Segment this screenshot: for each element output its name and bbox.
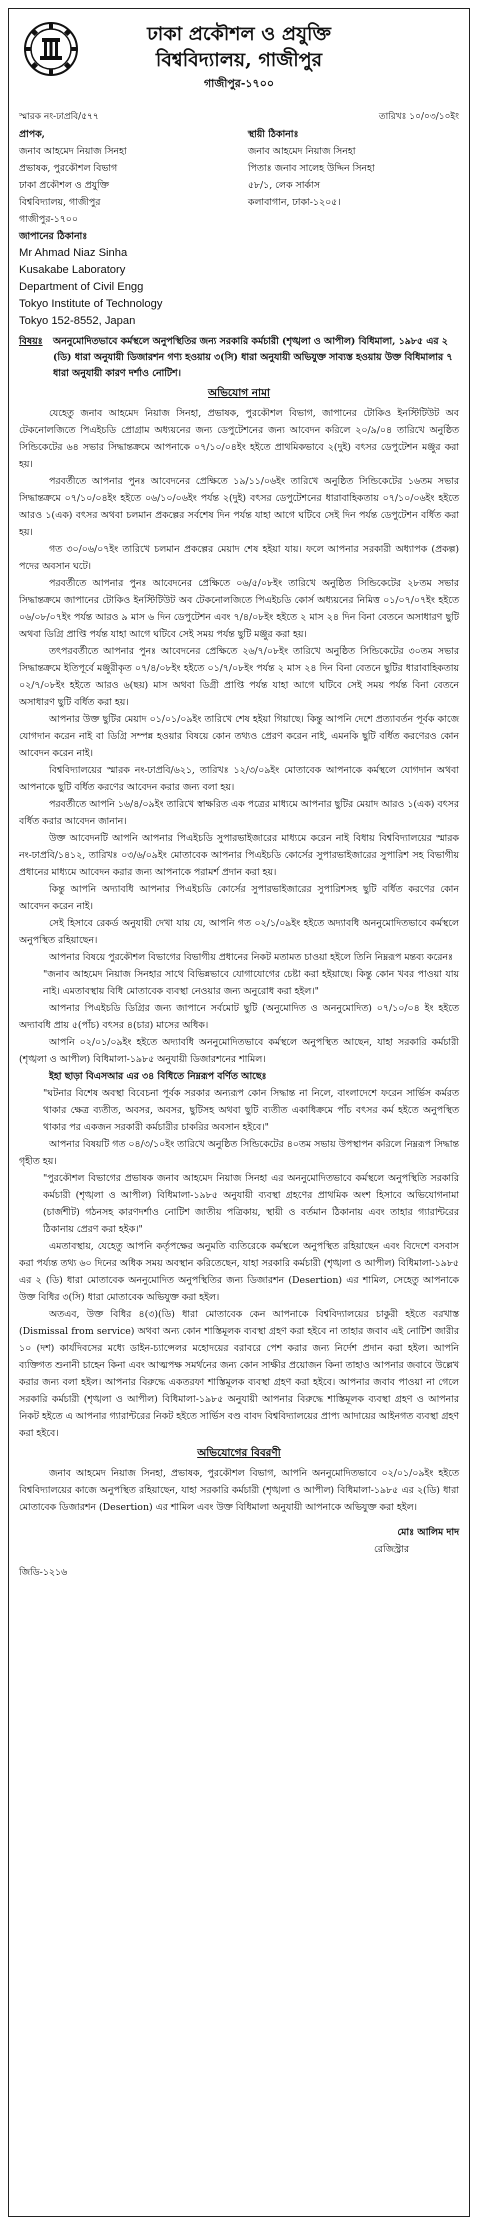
body-paragraph: তৎপরবর্তীতে আপনার পুনঃ আবেদনের প্রেক্ষিতে ২৬/৭/০৮ইং তারিখে অনুষ্ঠিত সিন্ডিকেটের ৩০তম সভার সিদ্ধান্তক্রমে ইতিপূর্বে মঞ্জুরীকৃত ০৭/৪/০৮ইং হইতে ০১/৭/০৮ইং পর্যন্ত ২ মাস ২৪ দিন বিনা বেতনে ছুটির ধারাবাহিকতায় ০২/৭/০৮ইং হইতে আরও ৬(ছয়) মাস অথবা ডিগ্রী প্রাপ্তি পর্যন্ত যাহা আগে ঘটিবে সেই সময় পর্যন্ত বিনা বেতনে অসাধারণ ছুটি বর্ধিত করা হয়। — [19, 646, 459, 708]
body-paragraph: আপনি ০২/০১/০৯ইং হইতে অদ্যাবধি অননুমোদিতভাবে কর্মস্থলে অনুপস্থিত আছেন, যাহা সরকারি কর্মচারী (শৃঙ্খলা ও আপীল) বিধিমালা-১৯৮৫ অনুযায়ী ডিজারশনের শামিল। — [19, 1037, 459, 1065]
japan-line: Tokyo 152-8552, Japan — [19, 315, 136, 327]
recipient-line: জনাব আহমেদ নিয়াজ সিনহা — [19, 146, 127, 157]
body-paragraph: আপনার বিষয়ে পুরকৌশল বিভাগের বিভাগীয় প্রধানের নিকট মতামত চাওয়া হইলে তিনি নিম্নরূপ মন্তব্য করেনঃ — [49, 952, 453, 963]
japan-address — [19, 228, 459, 330]
memo-date: তারিখঃ ১০/০৩/১০ইং — [378, 112, 459, 122]
university-name-line1: ঢাকা প্রকৌশল ও প্রযুক্তি — [147, 23, 331, 45]
signatory-title: রেজিস্ট্রার — [373, 1544, 409, 1555]
permanent-line: ৫৮/১, লেক সার্কাস — [247, 180, 320, 191]
body-paragraph: আপনার বিষয়টি গত ০৪/৩/১০ইং তারিখে অনুষ্ঠিত সিন্ডিকেটের ৪০তম সভায় উপস্থাপন করিলে নিম্নরূপ সিদ্ধান্ত গৃহীত হয়। — [19, 1139, 459, 1167]
body-paragraph: উক্ত আবেদনটি আপনি আপনার পিএইচডি সুপারভাইজারের মাধ্যমে করেন নাই বিধায় বিশ্ববিদ্যালয়ের স্মারক নং-ঢাপ্রবি/১৪১২, তারিখঃ ০৩/৬/০৯ইং মোতাবেক আপনার পিএইচডি কোর্সের সুপারভাইজারের সুপারিশ সহ বিভাগীয় প্রধানের মাধ্যমে আবেদন করার জন্য আপনাকে পরামর্শ প্রদান করা হয়। — [19, 833, 459, 878]
body-paragraph: সেই হিসাবে রেকর্ড অনুযায়ী দেখা যায় যে, আপনি গত ০২/১/০৯ইং হইতে অদ্যাবধি অননুমোদিতভাবে কর্মস্থলে অনুপস্থিত রহিয়াছেন। — [19, 918, 459, 946]
notice-page — [8, 8, 470, 2217]
recipient-line: ঢাকা প্রকৌশল ও প্রযুক্তি — [19, 180, 109, 191]
details-heading: অভিযোগের বিবরণী — [197, 1447, 281, 1459]
permanent-line: পিতাঃ জনাব সালেহ উদ্দিন সিনহা — [247, 163, 375, 174]
department-head-quote: "জনাব আহমেদ নিয়াজ সিনহার সাথে বিভিন্নভাবে যোগাযোগের চেষ্টা করা হইয়াছে। কিন্তু কোন খবর পাওয়া যায় নাই। এমতাবস্থায় বিধি মোতাবেক ব্যবস্থা নেওয়ার জন্য অনুরোধ করা হইল।" — [43, 969, 459, 997]
permanent-label: স্থায়ী ঠিকানাঃ — [247, 129, 299, 140]
address-block — [19, 126, 459, 228]
permanent-line: কলাবাগান, ঢাকা-১২০৫। — [247, 197, 341, 208]
japan-line: Department of Civil Engg — [19, 281, 144, 293]
rule-heading: ইহা ছাড়া বিএসআর এর ৩৪ বিধিতে নিম্নরূপ বর্ণিত আছেঃ — [49, 1071, 267, 1082]
body-paragraph: আপনার পিএইচডি ডিগ্রির জন্য জাপানে সর্বমোট ছুটি (অনুমোদিত ও অননুমোদিত) ০৭/১০/০৪ ইং হইতে অদ্যাবধি প্রায় ৫(পাঁচ) বৎসর ৪(চার) মাসের অধিক। — [19, 1003, 459, 1031]
syndicate-decision-quote: "পুরকৌশল বিভাগের প্রভাষক জনাব আহমেদ নিয়াজ সিনহা এর অননুমোদিতভাবে কর্মস্থলে অনুপস্থিতি সরকারি কর্মচারী (শৃঙ্খলা ও আপীল) বিধিমালা-১৯৮৫ অনুযায়ী ব্যবস্থা গ্রহণের প্রাথমিক অংশ হিসাবে অভিযোগনামা (চার্জশীট) গঠনসহ কারণদর্শাও নোটিশ জাতীয় পত্রিকায়, স্থায়ী ও বর্তমান ঠিকানায় এবং তাহার গ্যারান্টরের ঠিকানায় প্রেরণ করা হইক।" — [43, 1173, 459, 1235]
subject-text: অননুমোদিতভাবে কর্মস্থলে অনুপস্থিতির জন্য সরকারি কর্মচারী (শৃঙ্খলা ও আপীল) বিধিমালা, ১৯৮৫ এর ২ (ডি) ধারা অনুযায়ী ডিজারশন গণ্য হওয়ায় ৩(সি) ধারা অনুযায়ী অভিযুক্ত সাব্যস্ত হওয়ায় উক্ত বিধিমালার ৭ ধারা অনুযায়ী কারণ দর্শাও নোটিশ। — [53, 336, 453, 379]
japan-line: Kusakabe Laboratory — [19, 264, 126, 276]
body-paragraph: যেহেতু জনাব আহমেদ নিয়াজ সিনহা, প্রভাষক, পুরকৌশল বিভাগ, জাপানের টোকিও ইনস্টিটিউট অব টেকনোলজিতে পিএইচডি প্রোগ্রাম অধ্যয়নের জন্য ডেপুটেশনের জন্য আবেদন করিলে ২০/৯/০৪ তারিখে অনুষ্ঠিত সিন্ডিকেটের ৬৪ সভার সিদ্ধান্তক্রমে আপনাকে ০৭/১০/০৪ইং হইতে প্রাথমিকভাবে ২(দুই) বৎসর ডেপুটেশন মঞ্জুর করা হয়। — [19, 408, 459, 470]
japan-label: জাপানের ঠিকানাঃ — [19, 231, 88, 242]
permanent-address — [248, 126, 459, 228]
recipient-line: বিশ্ববিদ্যালয়, গাজীপুর — [19, 197, 101, 208]
university-logo-icon — [23, 21, 79, 77]
body-paragraph: এমতাবস্থায়, যেহেতু আপনি কর্তৃপক্ষের অনুমতি ব্যতিরেকে কর্মস্থলে অনুপস্থিত রহিয়াছেন এবং বিদেশে বসবাস করা পৰ্য্যন্ত তথ্য ৬০ দিনের অধিক সময় অবস্থান করিতেছেন, যাহা সরকারি কর্মচারী (শৃঙ্খলা ও আপীল) বিধিমালা-১৯৮৫ এর ২ (ডি) ধারা মোতাবেক অননুমোদিত অনুপস্থিতির জন্য ডিজারশন (Desertion) এর শামিল, সেহেতু আপনাকে উক্ত বিধির ৩(সি) ধারা মোতাবেক অভিযুক্ত করা হইল। — [19, 1241, 459, 1303]
body-paragraph: পরবর্তীতে আপনার পুনঃ আবেদনের প্রেক্ষিতে ০৬/৫/০৮ইং তারিখে অনুষ্ঠিত সিন্ডিকেটের ২৮তম সভার সিদ্ধান্তক্রমে জাপানের টোকিও ইনস্টিটিউট অব টেকনোলজিতে পিএইচডি কোর্স অধ্যয়নের নিমিত্ত ০১/০৭/০৭ইং হইতে ০৬/০৮/০৭ইং পর্যন্ত আরও ৯ মাস ৬ দিন ডেপুটেশন এবং ৭/৪/০৮ইং হইতে ২ মাস ২৪ দিন বিনা বেতনে অসাধারণ ছুটি অথবা ডিগ্রি প্রাপ্তি পর্যন্ত যাহা আগে ঘটিবে সেই সময় পর্যন্ত ছুটি মঞ্জুর করা হয়। — [19, 578, 459, 640]
bsr-rule-quote: "ঘটনার বিশেষ অবস্থা বিবেচনা পূর্বক সরকার অন্যরূপ কোন সিদ্ধান্ত না নিলে, বাংলাদেশে ফরেন সার্ভিস কর্মরত থাকার ক্ষেত্র ব্যতীত, অবসর, অবসর, ছুটিসহ অথবা ছুটি ব্যতীত একাধিক্রমে পাঁচ বৎসর কর্ম হইতে অনুপস্থিত থাকার পর একজন সরকারী কর্মচারীর চাকরির অবসান হইবে।" — [43, 1088, 459, 1133]
recipient-line: গাজীপুর-১৭০০ — [19, 214, 78, 225]
recipient-address — [19, 126, 230, 228]
details-paragraph: জনাব আহমেদ নিয়াজ সিনহা, প্রভাষক, পুরকৌশল বিভাগ, আপনি অননুমোদিতভাবে ০২/০১/০৯ইং হইতে বিশ্ববিদ্যালয়ের কাজে অনুপস্থিত রহিয়াছেন, যাহা সরকারি কর্মচারী (শৃঙ্খলা ও আপীল) বিধিমালা-১৯৮৫ এর ২(ডি) ধারা মোতাবেক ডিজারশন (Desertion) এর শামিল এবং উক্ত বিধিমালা অনুযায়ী আপনাকে অভিযুক্ত করা হইল। — [19, 1468, 459, 1513]
body-paragraph: পরবর্তীতে আপনার পুনঃ আবেদনের প্রেক্ষিতে ১৯/১১/০৬ইং তারিখে অনুষ্ঠিত সিন্ডিকেটের ১৬তম সভার সিদ্ধান্তক্রমে ০৭/১০/০৪ইং হইতে ০৬/১০/০৬ইং পর্যন্ত ২(দুই) বৎসর ডেপুটেশনের ধারাবাহিকতায় ০৭/১০/০৬ইং হইতে আরও ১(এক) বৎসর অথবা চলমান প্রকল্পের সর্বশেষ দিন পর্যন্ত যাহা আগে ঘটিবে সেই দিন পর্যন্ত ডেপুটেশন বর্ধিত করা হয়। — [19, 476, 459, 538]
subject — [19, 334, 459, 382]
university-address: গাজীপুর-১৭০০ — [203, 77, 275, 90]
body-paragraph: বিশ্ববিদ্যালয়ের স্মারক নং-ঢাপ্রবি/৬২১, তারিখঃ ১২/৩/০৯ইং মোতাবেক আপনাকে কর্মস্থলে যোগদান অথবা আপনাকে ছুটি বর্ধিত করণের আবেদন করার জন্য বলা হয়। — [19, 765, 459, 793]
subject-label: বিষয়ঃ — [19, 336, 43, 347]
body-paragraph: আপনার উক্ত ছুটির মেয়াদ ০১/০১/০৯ইং তারিখে শেষ হইয়া গিয়াছে। কিন্তু আপনি দেশে প্রত্যাবর্তন পূর্বক কাজে যোগদান করেন নাই বা ডিগ্রি সম্পন্ন হওয়ার বিষয়ে কোন তথ্যও প্রেরণ করেন নাই, এমনকি ছুটি বর্ধিত করণেরও কোন আবেদন করেন নাই। — [19, 714, 459, 759]
body-paragraph: গত ৩০/০৬/০৭ইং তারিখে চলমান প্রকল্পের মেয়াদ শেষ হইয়া যায়। ফলে আপনার সরকারী অধ্যাপক (প্রকল্প) পদের অবসান ঘটে। — [19, 544, 459, 572]
letterhead — [19, 17, 459, 109]
japan-line: Tokyo Institute of Technology — [19, 298, 163, 310]
footer-code: জিডি-১২১৬ — [19, 1567, 68, 1578]
signature-block — [19, 1524, 459, 1558]
body-paragraph: কিন্তু আপনি অদ্যাবধি আপনার পিএইচডি কোর্সের সুপারভাইজারের সুপারিশসহ ছুটি বর্ধিত করণের কোন আবেদন করেন নাই। — [19, 884, 459, 912]
recipient-label: প্রাপক, — [19, 129, 45, 140]
university-name-line2: বিশ্ববিদ্যালয়, গাজীপুর — [155, 49, 323, 71]
permanent-line: জনাব আহমেদ নিয়াজ সিনহা — [247, 146, 356, 157]
memo-number: স্মারক নং-ঢাপ্রবি/৫৭৭ — [19, 112, 99, 122]
memo-row — [19, 109, 459, 126]
body-paragraph: পরবর্তীতে আপনি ১৬/৪/০৯ইং তারিখে স্বাক্ষরিত এক পত্রের মাধ্যমে আপনার ছুটির মেয়াদ আরও ১(এক) বৎসর বর্ধিত করার আবেদন জানান। — [19, 799, 459, 827]
japan-line: Mr Ahmad Niaz Sinha — [19, 247, 128, 259]
allegation-heading: অভিযোগ নামা — [208, 387, 270, 399]
signatory-name: মোঃ আলিম দাদ — [397, 1527, 459, 1538]
body-paragraph: অতএব, উক্ত বিধির ৪(৩)(ডি) ধারা মোতাবেক কেন আপনাকে বিশ্ববিদ্যালয়ের চাকুরী হইতে বরখাস্ত (Dismissal from service) অথবা অন্য কোন শাস্তিমূলক ব্যবস্থা গ্রহণ করা হইবে না তাহার জবাব এই নোটিশ জারীর ১০ (দশ) কার্যদিবসের মধ্যে ডাইন-চ্যান্সেলর মহোদয়ের বরাবরে পেশ করার জন্য নির্দেশ প্রদান করা হইল। আপনি ব্যক্তিগত শুনানী চাহেন কিনা এবং আত্মপক্ষ সমর্থনের জন্য কোন সাক্ষীর প্রয়োজন কিনা তাহাও আপনার জবাবে উল্লেখ করার জন্য বলা হইল। আপনার বিরুদ্ধে একতরফা শাস্তিমূলক ব্যবস্থা গ্রহণ করা হইবে। আপনার জবাব পাওয়া না গেলে সরকারি কর্মচারী (শৃঙ্খলা ও আপীল) বিধিমালা-১৯৮৫ অনুযায়ী আপনার বিরুদ্ধে শাস্তিমূলক ব্যবস্থা গ্রহণ ও আপনার নিকট হইতে এ আপনার গ্যারান্টরের নিকট হইতে সার্ভিস বণ্ড বাবদ বিশ্ববিদ্যালয়ের প্রাপ্য আদায়ের আইনগত ব্যবস্থা গ্রহণ করা হইবে। — [19, 1309, 459, 1439]
recipient-line: প্রভাষক, পুরকৌশল বিভাগ — [19, 163, 118, 174]
